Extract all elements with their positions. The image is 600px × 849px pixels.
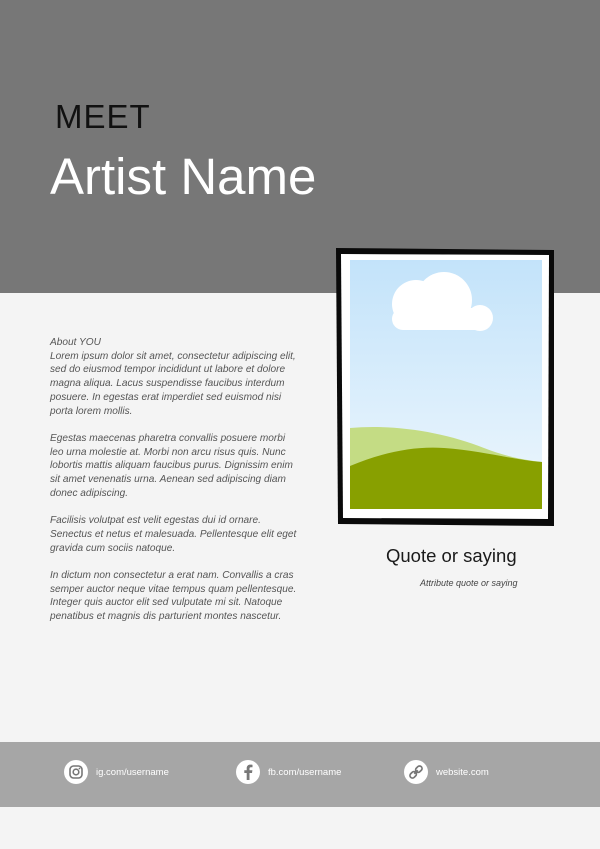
footer-bar xyxy=(0,742,600,807)
landscape-placeholder-image xyxy=(334,246,556,528)
link-icon xyxy=(404,760,428,784)
about-paragraph-1: Lorem ipsum dolor sit amet, consectetur adipiscing elit, sed do eiusmod tempor incididunt ut labore et dolore magna aliqua. Lacus suspendisse faucibus interdum posuere. In egestas erat imperdiet sed euismod nisi porta lorem mollis. xyxy=(50,350,296,417)
facebook-icon xyxy=(236,760,260,784)
social-facebook[interactable] xyxy=(236,759,341,785)
social-instagram[interactable] xyxy=(64,759,169,785)
about-section xyxy=(50,336,300,637)
facebook-handle[interactable]: fb.com/username xyxy=(268,766,342,778)
about-paragraph-4: In dictum non consectetur a erat nam. Convallis a cras semper auctor neque vitae tempus quam pellentesque. Integer quis auctor elit sed vulputate mi sit. Natoque penatibus et magnis dis parturient montes nascetur. xyxy=(50,569,297,623)
website-url[interactable]: website.com xyxy=(436,766,489,778)
instagram-icon xyxy=(64,760,88,784)
quote-text: Quote or saying xyxy=(386,545,517,566)
quote-attribution: Attribute quote or saying xyxy=(420,578,518,588)
artist-name-title: Artist Name xyxy=(50,148,317,205)
meet-heading: MEET xyxy=(55,98,151,135)
about-heading: About YOU xyxy=(50,337,101,348)
social-website[interactable] xyxy=(404,759,489,785)
instagram-handle[interactable]: ig.com/username xyxy=(96,766,169,778)
photo-frame xyxy=(334,246,556,528)
about-paragraph-2: Egestas maecenas pharetra convallis posuere morbi leo urna molestie at. Morbi non arcu risus quis. Nunc lobortis mattis aliquam faucibus purus. Dignissim enim sit amet venenatis urna. Aenean sed adipiscing diam donec adipiscing. xyxy=(50,432,293,499)
about-paragraph-3: Facilisis volutpat est velit egestas dui id ornare. Senectus et netus et malesuada. Pellentesque elit eget gravida cum sociis natoque. xyxy=(50,515,297,554)
